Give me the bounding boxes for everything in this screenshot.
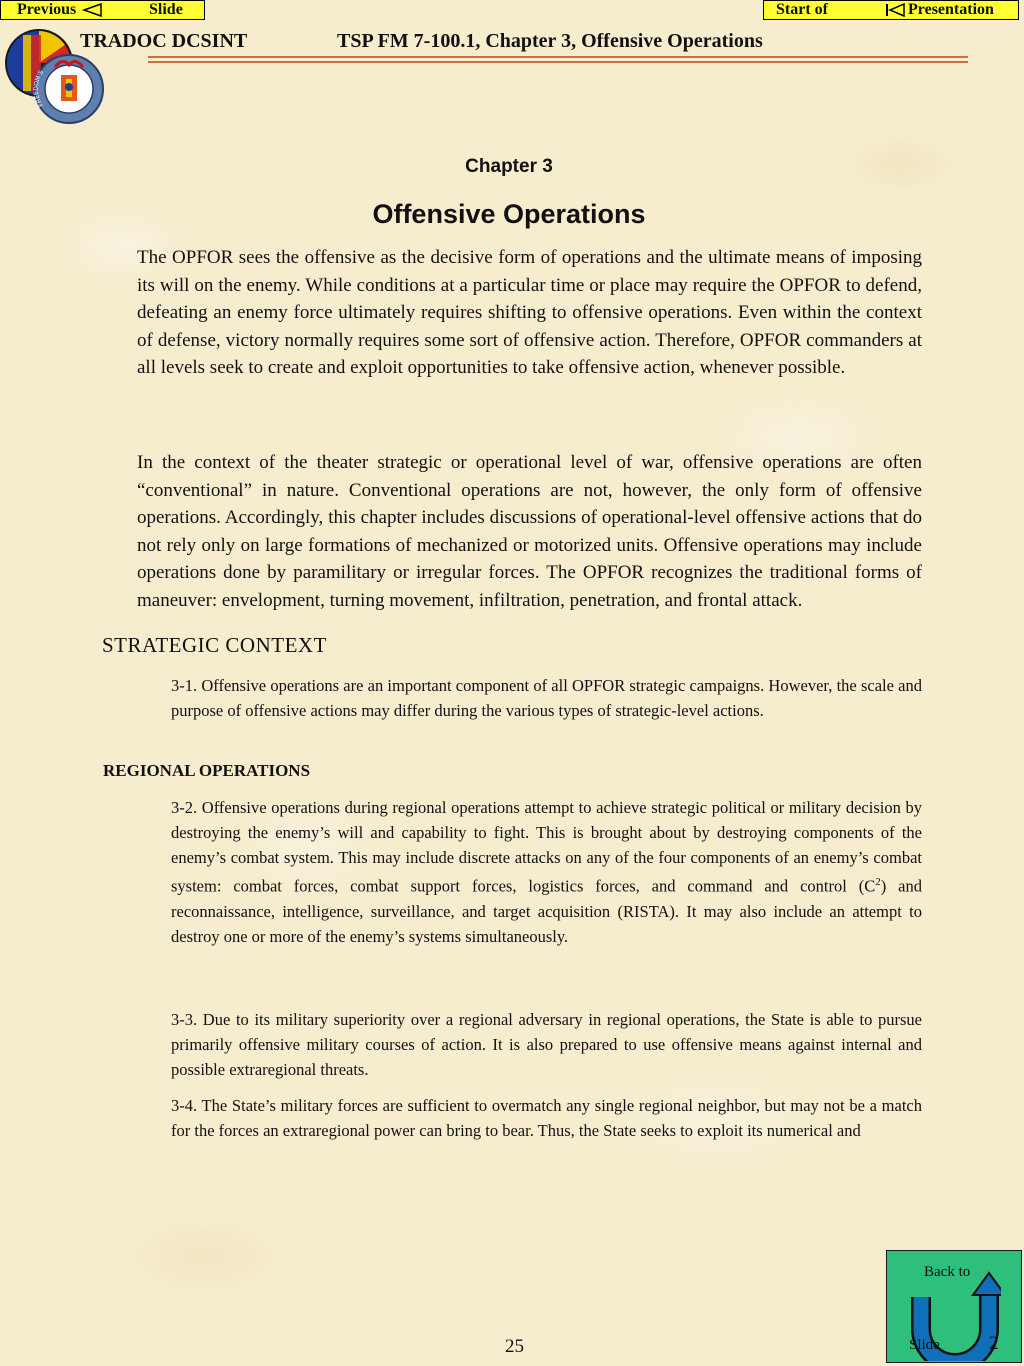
previous-slide-button[interactable] <box>0 0 205 20</box>
slide-label: Slide <box>909 1337 940 1353</box>
paragraph-3-3: 3-3. Due to its military superiority over a regional adversary in regional operations, the State is able to pursue primarily offensive military courses of action. It is also prepared to use offensive means against internal and possible extraregional threats. <box>171 1010 922 1079</box>
paragraph-3-2 <box>171 795 922 949</box>
paragraph-3-2-text: ) and reconnaissance, intelligence, surveillance, and target acquisition (RISTA). It may also include an attempt to destroy one or more of the enemy’s systems simultaneously. <box>171 876 922 946</box>
slide-number: 2 <box>989 1333 999 1354</box>
logo-lettering-left: FREEDOM'S <box>32 69 46 108</box>
start-of-label: Start of <box>776 1 828 18</box>
start-of-presentation-button[interactable] <box>763 0 1019 20</box>
paragraph-3-1: 3-1. Offensive operations are an important component of all OPFOR strategic campaigns. However, the scale and purpose of offensive actions may differ during the various types of strategic-level actions. <box>171 676 922 720</box>
slide-label: Slide <box>149 1 183 18</box>
header-org: TRADOC DCSINT <box>80 30 248 52</box>
header-rule <box>148 61 968 63</box>
paragraph-3-4: 3-4. The State’s military forces are sufficient to overmatch any single regional neighbor, but may not be a match for the forces an extraregional power can bring to bear. Thus, the State seeks to exploit its numerical and <box>171 1096 922 1140</box>
previous-label: Previous <box>17 1 77 18</box>
subsection-heading: REGIONAL OPERATIONS <box>103 761 311 780</box>
paragraph-3-2-text: 3-2. Offensive operations during regional operations attempt to achieve strategic political or military decision by destroying the enemy’s will and capability to fight. This is brought about by destroying components of the enemy’s combat system. This may include discrete attacks on any of the four components of an enemy’s combat system: combat forces, combat support forces, logistics forces, and command and control (C <box>171 798 922 896</box>
header-rule <box>148 56 968 58</box>
chapter-label: Chapter 3 <box>465 156 553 177</box>
page-number: 25 <box>505 1336 524 1357</box>
intro-paragraph: The OPFOR sees the offensive as the decisive form of operations and the ultimate means of imposing its will on the enemy. While conditions at a particular time or place may require the OPFOR to defend, defeating an enemy force ultimately requires shifting to offensive operations. Even within the context of defense, victory normally requires some sort of offensive action. Therefore, OPFOR commanders at all levels seek to create and exploit opportunities to take offensive action, whenever possible. <box>137 247 922 378</box>
section-heading: STRATEGIC CONTEXT <box>102 633 327 657</box>
left-triangle-icon <box>81 3 103 22</box>
back-to-label: Back to <box>924 1264 971 1280</box>
header-title: TSP FM 7-100.1, Chapter 3, Offensive Operations <box>337 30 763 52</box>
presentation-label: Presentation <box>908 1 994 18</box>
chapter-title: Offensive Operations <box>372 199 646 229</box>
superscript: 2 <box>875 876 881 888</box>
back-to-slide-button[interactable] <box>886 1250 1022 1363</box>
first-slide-icon <box>884 3 906 22</box>
intro-paragraph: In the context of the theater strategic or operational level of war, offensive operations are often “conventional” in nature. Conventional operations are not, however, the only form of offensive operations. Accordingly, this chapter includes discussions of operational-level offensive actions that do not rely only on large formations of mechanized or motorized units. Offensive operations may include operations done by paramilitary or irregular forces. The OPFOR recognizes the traditional forms of maneuver: envelopment, turning movement, infiltration, penetration, and frontal attack. <box>137 452 922 611</box>
